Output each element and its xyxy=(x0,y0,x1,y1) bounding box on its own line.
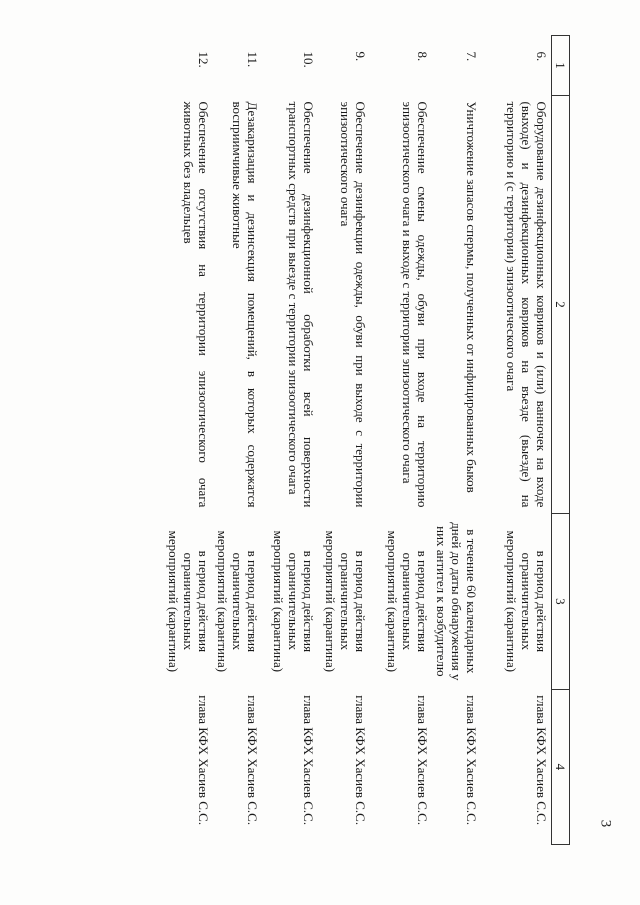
responsible-person: глава КФХ Хасиев С.С. xyxy=(301,695,317,826)
measures-table xyxy=(162,35,571,845)
measure-description: Дезакаризация и дезинсекция помещений, в которых содержатся восприимчивые животные xyxy=(230,101,261,508)
measure-term: в период действия ограничительных мероприятий (карантина) xyxy=(215,530,261,673)
measure-description: Уничтожение запасов спермы, полученных от инфицированных быков xyxy=(464,101,480,493)
measure-description: Обеспечение отсутствия на территории эпизоотического очага животных без владельцев xyxy=(181,101,212,508)
measure-description: Обеспечение дезинфекции одежды, обуви при выходе с территории эпизоотического очага xyxy=(338,101,369,508)
measure-description: Обеспечение дезинфекционной обработки всей поверхности транспортных средств при выезде с территории эпизоотического очага xyxy=(286,101,317,508)
measure-term: в течение 60 календарных дней до даты обнаружения у них антител к возбудителю xyxy=(434,522,480,681)
table-row xyxy=(162,36,214,845)
header-cell-4: 4 xyxy=(552,689,570,844)
table-header-row xyxy=(552,36,570,845)
table-row xyxy=(214,36,263,845)
row-number: 11. xyxy=(245,51,261,68)
measure-term: в период действия ограничительных мероприятий (карантина) xyxy=(323,530,369,673)
row-number: 7. xyxy=(464,51,480,62)
rotated-table-sheet xyxy=(40,35,570,845)
measure-term: в период действия ограничительных мероприятий (карантина) xyxy=(166,530,212,673)
responsible-person: глава КФХ Хасиев С.С. xyxy=(353,695,369,826)
table-row xyxy=(482,36,552,845)
header-cell-3: 3 xyxy=(552,513,570,689)
measure-term: в период действия ограничительных мероприятий (карантина) xyxy=(385,530,431,673)
page-number: 3 xyxy=(597,819,614,828)
measure-description: Обеспечение смены одежды, обуви при входе на территорию эпизоотического очага и выходе с территории эпизоотического очага xyxy=(400,101,431,508)
table-row xyxy=(263,36,319,845)
responsible-person: глава КФХ Хасиев С.С. xyxy=(534,695,549,826)
row-number: 12. xyxy=(196,51,212,68)
row-number: 8. xyxy=(415,51,431,62)
header-cell-2: 2 xyxy=(552,96,570,514)
row-number: 6. xyxy=(534,51,549,62)
header-cell-1: 1 xyxy=(552,36,570,96)
table-row xyxy=(371,36,433,845)
responsible-person: глава КФХ Хасиев С.С. xyxy=(196,695,212,826)
row-number: 9. xyxy=(353,51,369,62)
table-row xyxy=(319,36,371,845)
responsible-person: глава КФХ Хасиев С.С. xyxy=(415,695,431,826)
measure-term: в период действия ограничительных мероприятий (карантина) xyxy=(504,530,549,673)
responsible-person: глава КФХ Хасиев С.С. xyxy=(245,695,261,826)
responsible-person: глава КФХ Хасиев С.С. xyxy=(464,695,480,826)
measure-term: в период действия ограничительных мероприятий (карантина) xyxy=(271,530,317,673)
row-number: 10. xyxy=(301,51,317,68)
table-row xyxy=(433,36,482,845)
measure-description: Оборудование дезинфекционных ковриков и (или) ванночек на входе (выходе) и дезинфекционных ковриков на въезде (выезде) на территорию и (с территории) эпизоотического очага xyxy=(504,101,549,508)
